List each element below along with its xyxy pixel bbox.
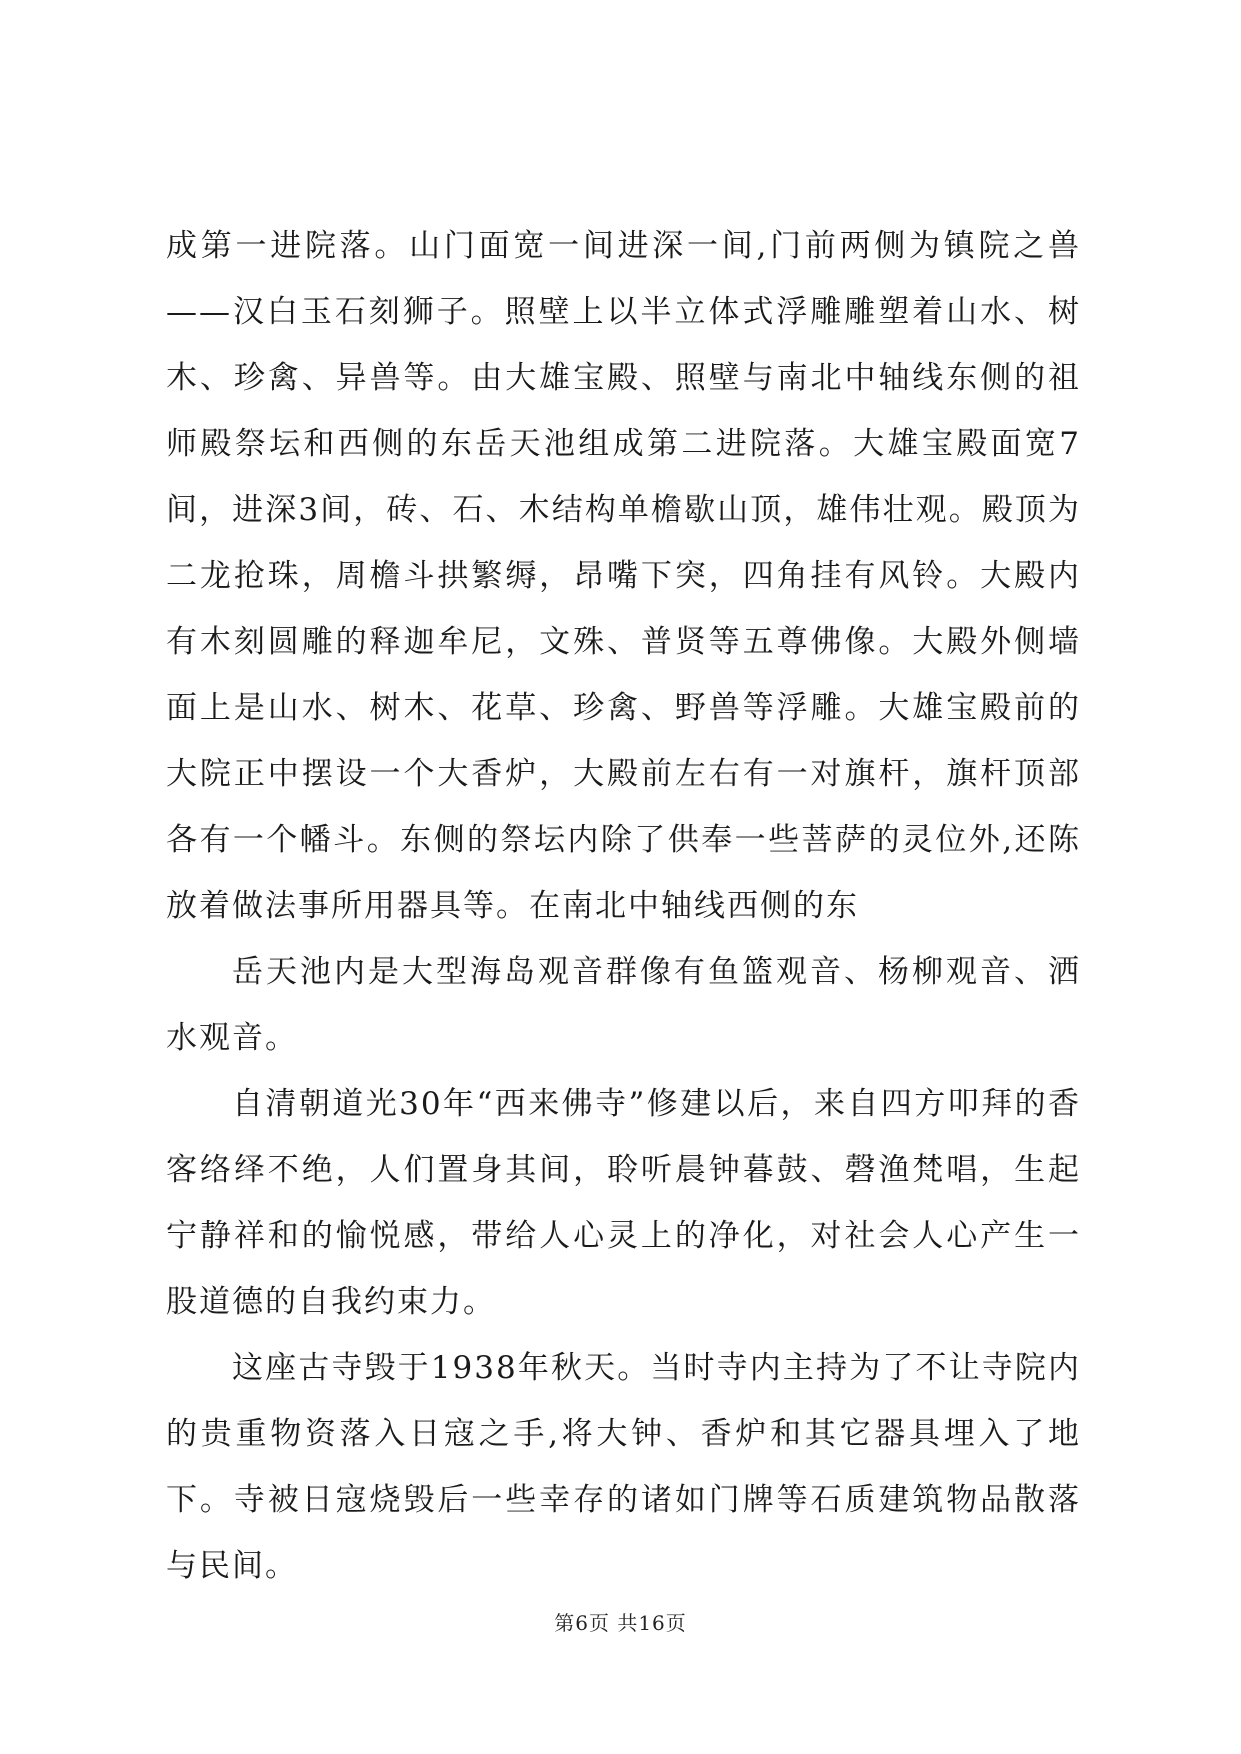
paragraph-4: 这座古寺毁于1938年秋天。当时寺内主持为了不让寺院内的贵重物资落入日寇之手,将大钟、香炉和其它器具埋入了地下。寺被日寇烧毁后一些幸存的诸如门牌等石质建筑物品散落与民间。 xyxy=(166,1350,1081,1584)
paragraph-2: 岳天池内是大型海岛观音群像有鱼篮观音、杨柳观音、洒水观音。 xyxy=(166,954,1081,1056)
paragraph-1: 成第一进院落。山门面宽一间进深一间,门前两侧为镇院之兽——汉白玉石刻狮子。照壁上以半立体式浮雕雕塑着山水、树木、珍禽、异兽等。由大雄宝殿、照壁与南北中轴线东侧的祖师殿祭坛和西侧的东岳天池组成第二进院落。大雄宝殿面宽7间，进深3间，砖、石、木结构单檐歇山顶，雄伟壮观。殿顶为二龙抢珠，周檐斗拱繁缛，昂嘴下突，四角挂有风铃。大殿内有木刻圆雕的释迦牟尼，文殊、普贤等五尊佛像。大殿外侧墙面上是山水、树木、花草、珍禽、野兽等浮雕。大雄宝殿前的大院正中摆设一个大香炉，大殿前左右有一对旗杆，旗杆顶部各有一个幡斗。东侧的祭坛内除了供奉一些菩萨的灵位外,还陈放着做法事所用器具等。在南北中轴线西侧的东 xyxy=(166,228,1081,924)
paragraph-3: 自清朝道光30年“西来佛寺”修建以后，来自四方叩拜的香客络绎不绝，人们置身其间，聆听晨钟暮鼓、磬渔梵唱，生起宁静祥和的愉悦感，带给人心灵上的净化，对社会人心产生一股道德的自我约束力。 xyxy=(166,1086,1081,1320)
page-footer: 第6页 共16页 xyxy=(554,1611,687,1635)
body-text xyxy=(166,213,1081,1599)
